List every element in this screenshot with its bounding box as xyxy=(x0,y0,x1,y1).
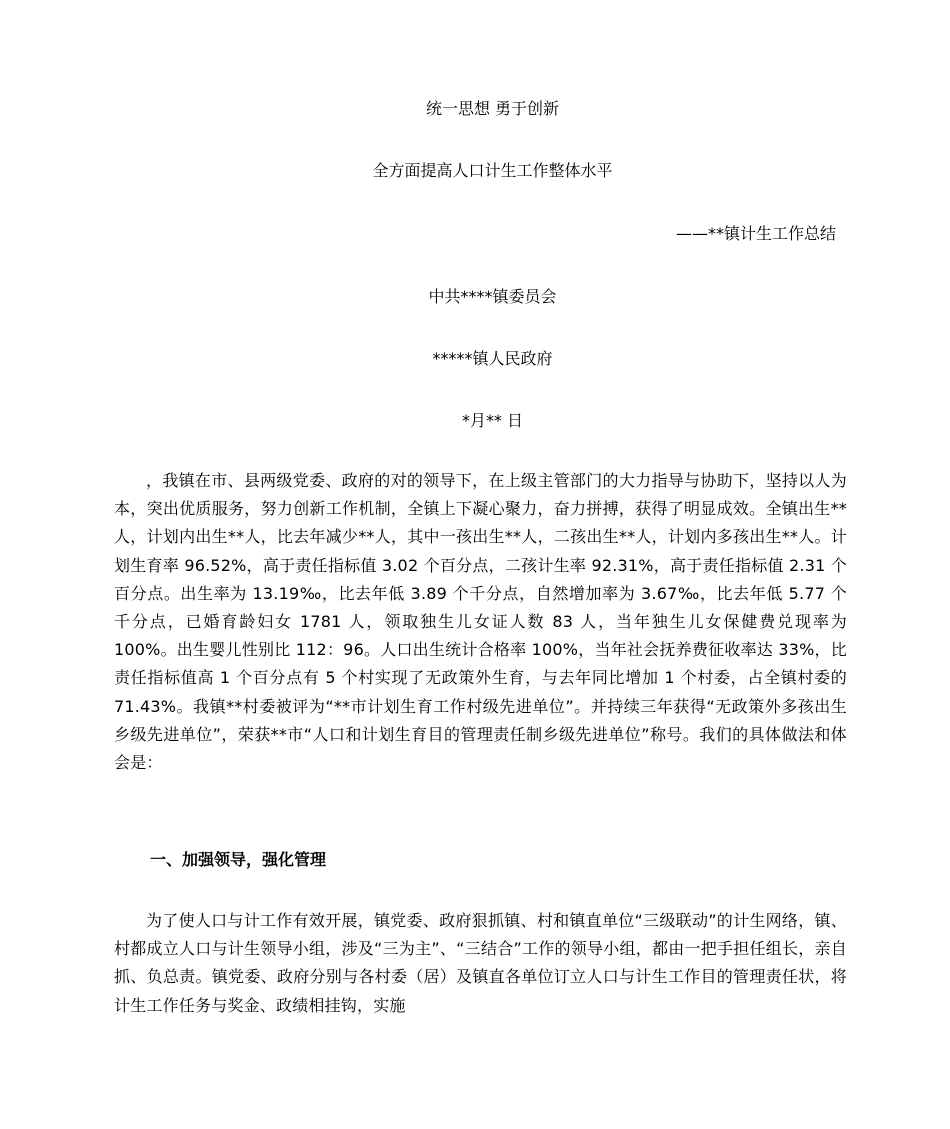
body-paragraph-1: ，我镇在市、县两级党委、政府的对的领导下，在上级主管部门的大力指导与协助下，坚持以人为本，突出优质服务，努力创新工作机制，全镇上下凝心聚力，奋力拼搏，获得了明显成效。全镇出生**人，计划内出生**人，比去年减少**人，其中一孩出生**人，二孩出生**人，计划内多孩出生**人。计划生育率 96.52%，高于责任指标值 3.02 个百分点，二孩计生率 92.31%，高于责任指标值 2.31 个百分点。出生率为 13.19‰，比去年低 3.89 个千分点，自然增加率为 3.67‰，比去年低 5.77 个千分点，已婚育龄妇女 1781 人，领取独生儿女证人数 83 人，当年独生儿女保健费兑现率为 100%。出生婴儿性别比 112：96。人口出生统计合格率 100%，当年社会抚养费征收率达 33%，比责任指标值高 1 个百分点有 5 个村实现了无政策外生育，与去年同比增加 1 个村委，占全镇村委的 71.43%。我镇**村委被评为“**市计划生育工作村级先进单位”。并持续三年获得“无政策外多孩出生乡级先进单位”，荣获**市“人口和计划生育目的管理责任制乡级先进单位”称号。我们的具体做法和体会是： xyxy=(114,471,847,773)
section-heading-1: 一、加强领导，强化管理 xyxy=(150,850,327,869)
subtitle: ——**镇计生工作总结 xyxy=(675,224,836,243)
title-line-2: 全方面提高人口计生工作整体水平 xyxy=(372,161,613,180)
body-paragraph-2: 为了使人口与计工作有效开展，镇党委、政府狠抓镇、村和镇直单位“三级联动”的计生网络，镇、村都成立人口与计生领导小组，涉及“三为主”、“三结合”工作的领导小组，都由一把手担任组长，亲自抓、负总责。镇党委、政府分别与各村委（居）及镇直各单位订立人口与计生工作目的管理责任状，将计生工作任务与奖金、政绩相挂钩，实施 xyxy=(114,911,847,1015)
organization-party-committee: 中共****镇委员会 xyxy=(428,287,557,306)
title-line-1: 统一思想 勇于创新 xyxy=(425,99,560,118)
organization-government: *****镇人民政府 xyxy=(432,349,553,368)
document-date: *月** 日 xyxy=(461,411,524,430)
